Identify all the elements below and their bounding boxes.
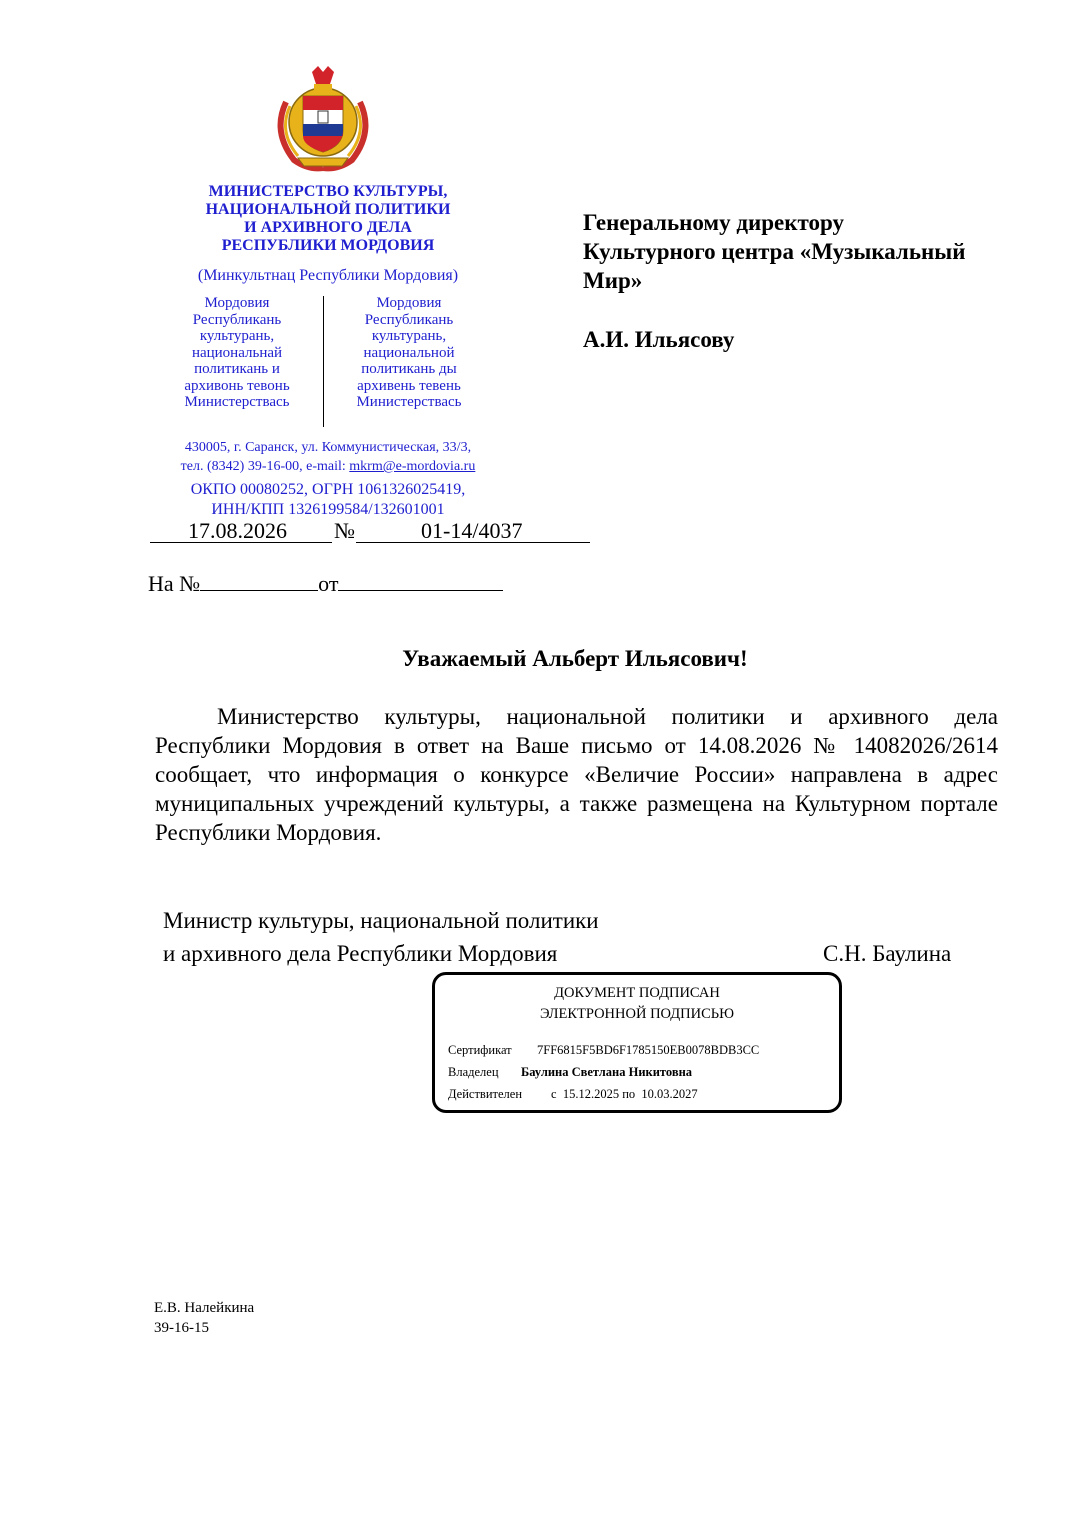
stamp-certificate-row xyxy=(448,1042,759,1058)
codes-line: ИНН/КПП 1326199584/132601001 xyxy=(211,501,445,518)
ministry-name-line: НАЦИОНАЛЬНОЙ ПОЛИТИКИ xyxy=(205,201,451,218)
salutation: Уважаемый Альберт Ильясович! xyxy=(402,646,748,671)
mordvin-line: Министерствась xyxy=(356,394,462,410)
mordvin-line: национальной xyxy=(363,344,455,361)
mordvin-line: политикань ды xyxy=(361,361,457,377)
document-date: 17.08.2026 xyxy=(188,518,287,543)
mordvin-line: культурань, xyxy=(371,328,447,344)
signatory-position xyxy=(163,904,683,970)
contact-line xyxy=(150,457,506,476)
executor-name: Е.В. Налейкина xyxy=(154,1300,255,1316)
coat-of-arms-emblem xyxy=(268,62,378,174)
address-line: 430005, г. Саранск, ул. Коммунистическая, 33/3, xyxy=(184,440,472,455)
ministry-name-line: МИНИСТЕРСТВО КУЛЬТУРЫ, xyxy=(208,183,448,200)
letterhead-divider xyxy=(323,296,324,427)
mordvin-line: Мордовия xyxy=(204,295,270,311)
stamp-heading-line: ЭЛЕКТРОННОЙ ПОДПИСЬЮ xyxy=(539,1006,735,1022)
certificate-value: 7FF6815F5BD6F1785150EB0078BDB3CC xyxy=(537,1043,760,1057)
mordvin-line: Мордовия xyxy=(376,295,442,311)
mordvin-line: политикань и xyxy=(194,361,280,377)
position-line: и архивного дела Республики Мордовия xyxy=(163,941,558,966)
addressee-block xyxy=(583,208,1023,295)
executor-phone: 39-16-15 xyxy=(154,1320,209,1336)
mordvin-line: национальнай xyxy=(191,344,283,361)
stamp-validity-row xyxy=(448,1086,698,1102)
validity-from-date: 15.12.2025 xyxy=(562,1087,620,1101)
electronic-signature-stamp xyxy=(432,972,842,1113)
addressee-line: Генеральному директору xyxy=(583,210,844,235)
validity-label: Действителен xyxy=(448,1087,523,1101)
phone-text: тел. (8342) 39-16-00, e-mail: xyxy=(180,459,350,474)
mordvin-line: Министерствась xyxy=(184,394,290,410)
addressee-name: А.И. Ильясову xyxy=(583,327,735,352)
reply-from-label: от xyxy=(318,571,339,596)
validity-from-word: с xyxy=(551,1087,557,1101)
mordvin-line: архивень тевень xyxy=(357,377,461,394)
signatory-name: С.Н. Баулина xyxy=(823,941,952,966)
registration-line xyxy=(150,517,590,545)
ministry-name-line: И АРХИВНОГО ДЕЛА xyxy=(244,219,412,236)
executor-info xyxy=(154,1298,254,1338)
owner-value: Баулина Светлана Никитовна xyxy=(521,1065,693,1079)
registration-number: 01-14/4037 xyxy=(421,518,523,543)
ministry-name-line: РЕСПУБЛИКИ МОРДОВИЯ xyxy=(221,237,435,254)
mordvin-line: Республикань xyxy=(192,311,282,328)
number-sign: № xyxy=(334,518,355,543)
mordvin-line: архивонь тевонь xyxy=(184,377,290,394)
addressee-line: Культурного центра «Музыкальный xyxy=(583,239,966,264)
reply-number-blank xyxy=(200,568,318,591)
validity-to-date: 10.03.2027 xyxy=(641,1087,698,1101)
position-line: Министр культуры, национальной политики xyxy=(163,908,599,933)
stamp-heading-line: ДОКУМЕНТ ПОДПИСАН xyxy=(554,985,720,1001)
stamp-heading xyxy=(435,983,839,1025)
addressee-line: Мир» xyxy=(583,268,643,293)
mordvin-name-left xyxy=(162,295,312,411)
mordvin-line: культурань, xyxy=(199,328,275,344)
ministry-name xyxy=(150,183,506,255)
ministry-codes xyxy=(150,480,506,520)
certificate-label: Сертификат xyxy=(448,1043,512,1057)
owner-label: Владелец xyxy=(448,1065,499,1079)
reply-date-blank xyxy=(338,568,503,591)
ministry-address xyxy=(150,438,506,476)
reply-prefix: На № xyxy=(148,571,201,596)
mordvin-name-right xyxy=(334,295,484,411)
mordvin-line: Республикань xyxy=(364,311,454,328)
ministry-short-name: (Минкультнац Республики Мордовия) xyxy=(197,267,459,284)
email-link[interactable]: mkrm@e-mordovia.ru xyxy=(349,459,476,474)
codes-line: ОКПО 00080252, ОГРН 1061326025419, xyxy=(190,481,466,498)
validity-to-word: по xyxy=(622,1087,636,1101)
reply-reference xyxy=(148,568,503,598)
stamp-owner-row xyxy=(448,1064,692,1080)
letter-body: Министерство культуры, национальной политики и архивного дела Республики Мордовия в ответ на Ваше письмо от 14.08.2026 № 14082026/2614 сообщает, что информация о конкурсе «Величие России» направлена в адрес муниципальных учреждений культуры, а также размещена на Культурном портале Республики Мордовия. xyxy=(155,704,998,845)
